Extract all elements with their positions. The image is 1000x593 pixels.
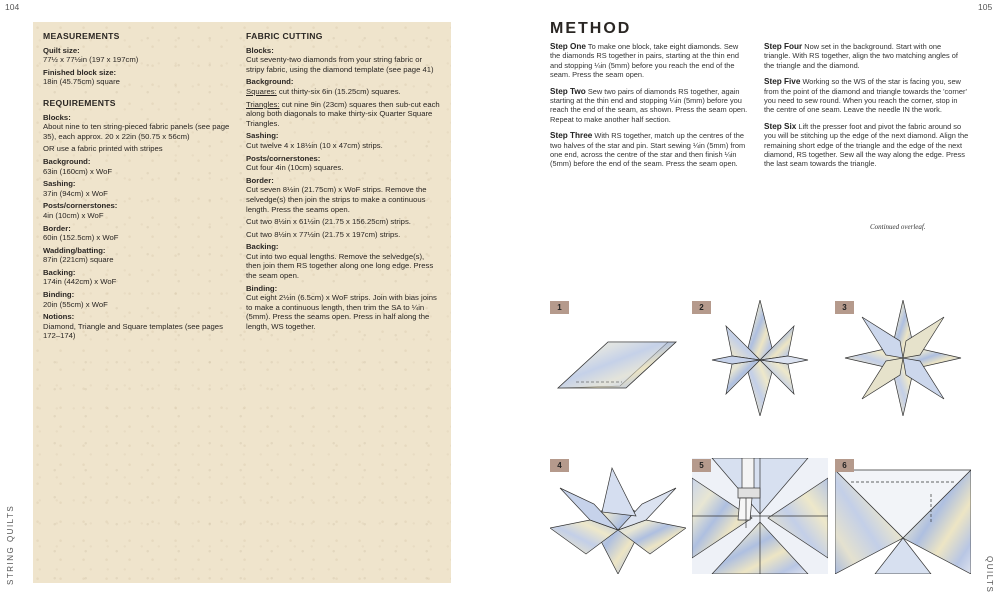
triangles-text: cut nine 9in (23cm) squares then sub-cut each along both diagonals to make thirty-six Quarter Square Triangles. [246,99,440,128]
figure-number: 4 [550,459,569,472]
step-text: Sew two pairs of diamonds RS together, again starting at the thin end and stopping ¼in (5mm) before you reach the end of the seam, as shown. Press the seam open. Repeat to make another half section. [550,86,748,124]
req-label: Binding: [43,290,75,300]
cut-value: Cut eight 2½in (6.5cm) x WoF strips. Join with bias joins to make a continuous length, then trim the SA to ¼in (5mm). Press the seams open. Press in half along the length, WS together. [246,293,437,332]
step-text: Now set in the background. Start with one triangle. With RS together, align the two matching angles of the triangle and the diamond. [764,42,958,70]
req-value: 20in (55cm) x WoF [43,299,108,309]
diamond-pair-illustration [550,300,686,416]
quilt-size-value: 77½ x 77½in (197 x 197cm) [43,55,139,65]
steps-column-1 [550,42,750,176]
figure-step-6 [835,458,971,574]
step-text: Working so the WS of the star is facing you, sew from the point of the diamond and triangle towards the 'corner' you need to sew round. When you reach the corner, stop in the centre of one seam. Leave the needle IN the work. [764,77,967,115]
req-value: 87in (221cm) square [43,255,114,265]
cut-value: Cut seven 8½in (21.75cm) x WoF strips. Remove the selvedge(s) then join the strips to make a continuous length. Press the seams open. [246,185,427,214]
cut-value: Cut seventy-two diamonds from your string fabric or stripy fabric, using the diamond template (see page 41) [246,55,434,74]
step-name: Step Two [550,86,586,96]
cut-value: Cut twelve 4 x 18½in (10 x 47cm) strips. [246,140,383,150]
req-label: Sashing: [43,179,76,189]
req-value: About nine to ten string-pieced fabric panels (see page 35), each approx. 20 x 22in (50.75 x 56cm) [43,122,230,141]
req-label: Blocks: [43,112,71,122]
req-label: Backing: [43,267,76,277]
full-star-illustration [835,300,971,416]
requirements-heading: REQUIREMENTS [43,97,116,108]
cut-value: Cut two 8½in x 61½in (21.75 x 156.25cm) strips. [246,217,411,227]
step-name: Step Three [550,131,593,141]
step [764,42,969,70]
figure-step-5 [692,458,828,574]
req-label: Background: [43,156,91,166]
cut-label: Border: [246,175,274,185]
step [764,122,969,169]
req-value: Diamond, Triangle and Square templates (see pages 172–174) [43,321,223,341]
fabric-cutting-heading: FABRIC CUTTING [246,31,323,41]
triangles-underline: Triangles: [246,99,280,109]
cut-label: Backing: [246,242,279,252]
step-name: Step One [550,42,586,51]
step [764,77,969,115]
figure-step-1 [550,300,686,416]
sewing-machine-foot-illustration [692,458,828,574]
step-name: Step Five [764,77,801,87]
step-name: Step Four [764,42,803,51]
cut-label: Blocks: [246,45,274,55]
figure-number: 3 [835,301,854,314]
figure-number: 5 [692,459,711,472]
cut-label: Background: [246,77,294,87]
step [550,131,750,169]
pivot-triangle-illustration [835,458,971,574]
measurements-heading: MEASUREMENTS [43,31,120,41]
req-value: OR use a fabric printed with stripes [43,144,163,154]
cut-label: Posts/cornerstones: [246,153,321,163]
cut-label: Sashing: [246,131,279,141]
cut-value: Cut two 8½in x 77½in (21.75 x 197cm) strips. [246,229,401,239]
step-name: Step Six [764,121,797,131]
cut-value [246,100,441,129]
running-head-right: QUILTS [985,556,994,593]
step [550,87,750,125]
cut-value [246,87,441,97]
page-number-right: 105 [978,2,993,12]
req-value: 63in (160cm) x WoF [43,166,113,176]
step-text: Lift the presser foot and pivot the fabric around so you will be stitching up the edge of the next diamond. Align the remaining short edge of the triangle and the edge of the next diamond, RS together. Sew all the way along the edge. Press the last seam towards the triangle. [764,121,969,169]
req-label: Notions: [43,312,75,322]
quilt-size-label: Quilt size: [43,45,80,55]
squares-text: cut thirty-six 6in (15.25cm) squares. [276,86,401,96]
step-text: With RS together, match up the centres of the two halves of the star and pin. Start sewing ¼in (5mm) from one end, across the centre of the star and then finish ¼in (5mm) before the end of the seam. Press the seam open. [550,131,746,169]
req-label: Border: [43,223,71,233]
running-head-left: STRING QUILTS [6,504,15,585]
step-text: To make one block, take eight diamonds. Sew the diamonds RS together in pairs, starting at the thin end and stopping ¼in (5mm) before you reach the end of the seam. Press the seam open. [550,42,739,80]
cut-label: Binding: [246,283,278,293]
page-number-left: 104 [5,2,20,12]
figure-step-2 [692,300,828,416]
cut-value: Cut into two equal lengths. Remove the selvedge(s), then join them RS together along one long edge. Press the seam open. [246,251,434,281]
continued-overleaf: Continued overleaf. [870,223,926,231]
measurements-column [43,32,231,344]
block-size-value: 18in (45.75cm) square [43,77,120,87]
squares-underline: Squares: [246,86,277,96]
set-in-triangle-illustration [550,458,686,574]
cut-value: Cut four 4in (10cm) squares. [246,163,344,173]
figure-number: 1 [550,301,569,314]
half-star-illustration [692,300,828,416]
figure-number: 2 [692,301,711,314]
fabric-cutting-column [246,32,441,335]
block-size-label: Finished block size: [43,67,117,77]
req-value: 60in (152.5cm) x WoF [43,233,119,243]
method-title: METHOD [550,20,632,37]
figure-step-4 [550,458,686,574]
figure-number: 6 [835,459,854,472]
requirements-panel [33,22,451,583]
req-value: 4in (10cm) x WoF [43,210,104,220]
req-value: 37in (94cm) x WoF [43,188,108,198]
figure-step-3 [835,300,971,416]
req-label: Wadding/batting: [43,245,106,255]
step [550,42,750,80]
req-label: Posts/cornerstones: [43,201,118,211]
req-value: 174in (442cm) x WoF [43,277,117,287]
steps-column-2 [764,42,969,176]
